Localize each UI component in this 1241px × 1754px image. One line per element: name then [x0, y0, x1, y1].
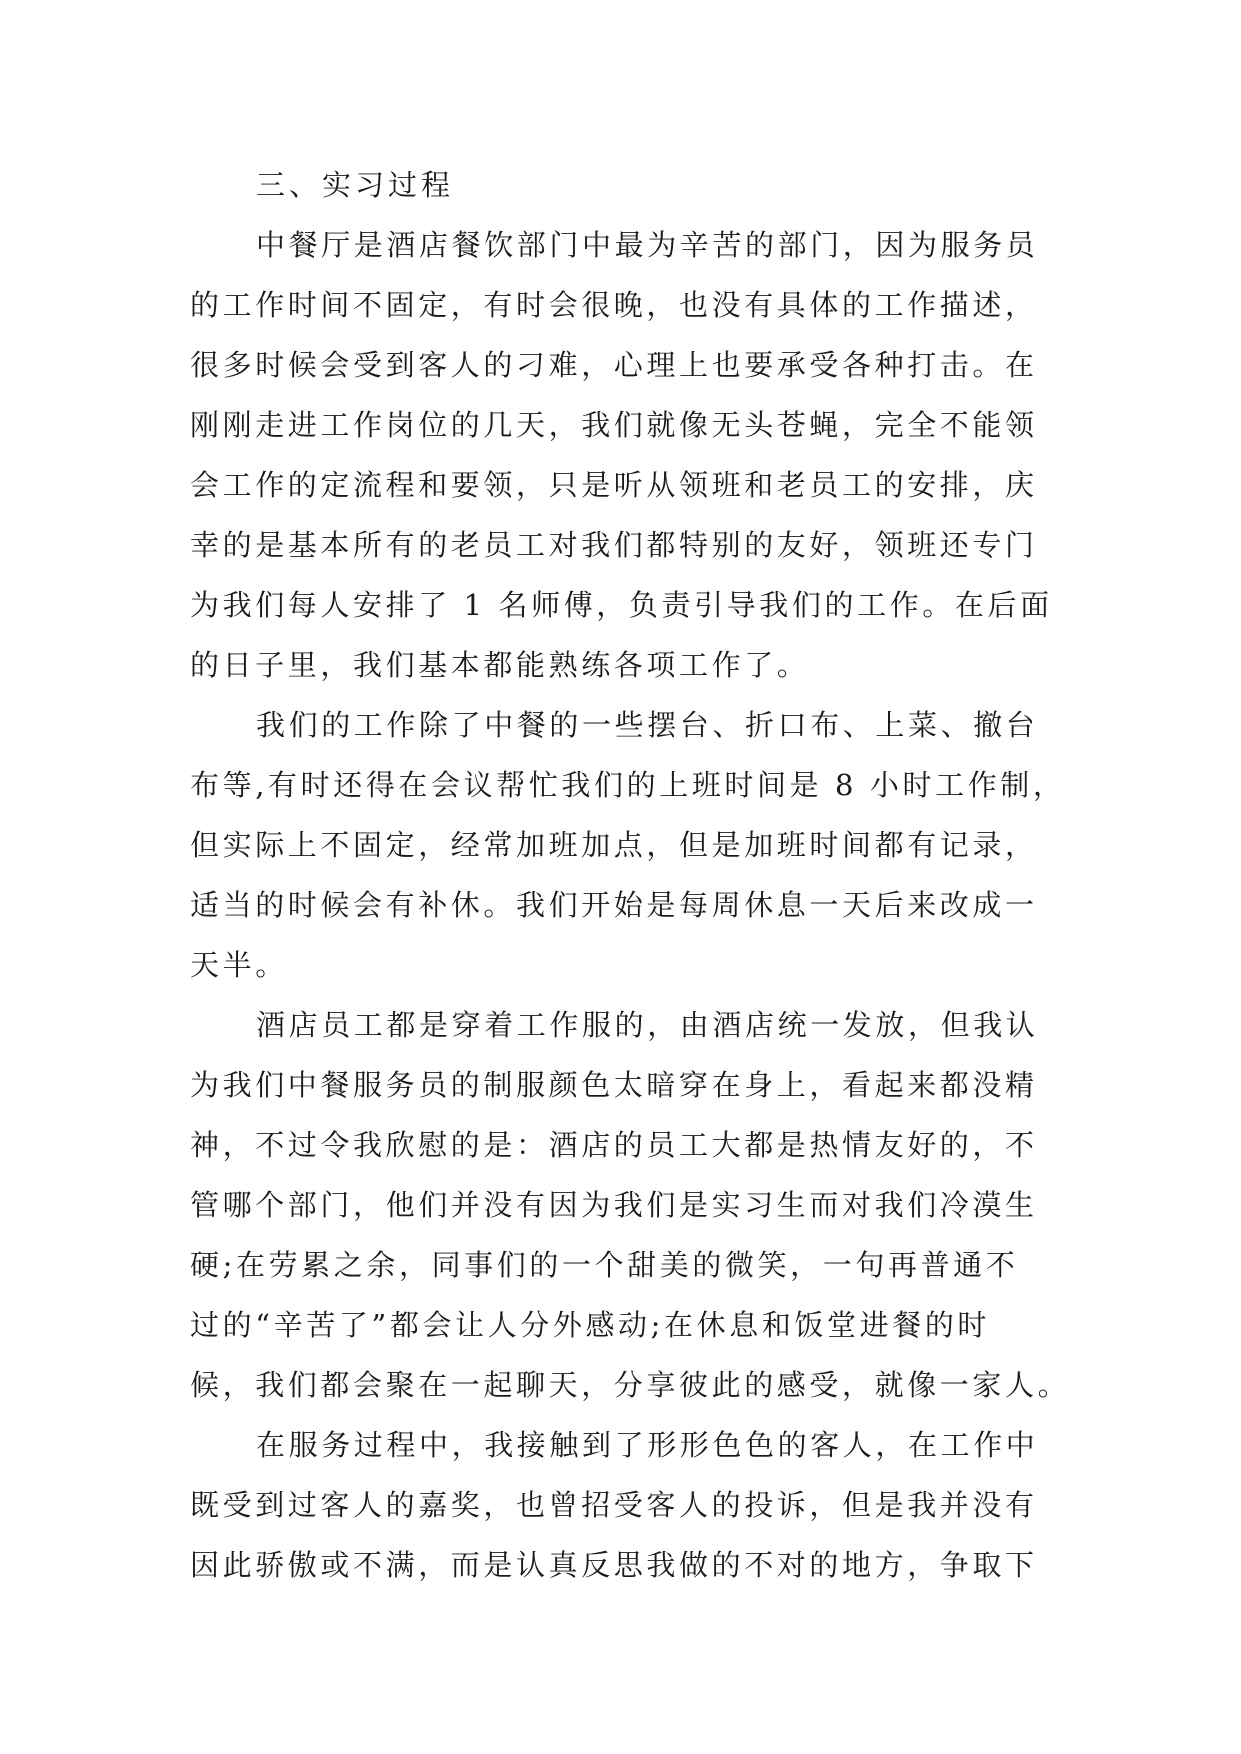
text-line: 但实际上不固定，经常加班加点，但是加班时间都有记录，: [190, 828, 1038, 862]
text-line: 为我们每人安排了 1 名师傅，负责引导我们的工作。在后面: [190, 588, 1053, 622]
text-line: 硬;在劳累之余，同事们的一个甜美的微笑，一句再普通不: [190, 1248, 1019, 1282]
text-line: 的工作时间不固定，有时会很晚，也没有具体的工作描述，: [190, 288, 1038, 322]
text-line: 因此骄傲或不满，而是认真反思我做的不对的地方，争取下: [190, 1548, 1038, 1582]
text-line: 酒店员工都是穿着工作服的，由酒店统一发放，但我认: [256, 1008, 1039, 1042]
text-line: 天半。: [190, 948, 288, 982]
text-line: 会工作的定流程和要领，只是听从领班和老员工的安排，庆: [190, 468, 1038, 502]
paragraph-4: [190, 1415, 1070, 1595]
text-line: 幸的是基本所有的老员工对我们都特别的友好，领班还专门: [190, 528, 1038, 562]
text-line: 过的“辛苦了”都会让人分外感动;在休息和饭堂进餐的时: [190, 1308, 991, 1342]
paragraph-3: [190, 995, 1070, 1415]
text-line: 中餐厅是酒店餐饮部门中最为辛苦的部门，因为服务员: [256, 228, 1039, 262]
text-line: 刚刚走进工作岗位的几天，我们就像无头苍蝇，完全不能领: [190, 408, 1038, 442]
document-body: [190, 155, 1070, 1595]
text-line: 布等,有时还得在会议帮忙我们的上班时间是 8 小时工作制，: [190, 768, 1066, 802]
text-line: 适当的时候会有补休。我们开始是每周休息一天后来改成一: [190, 888, 1038, 922]
text-line: 候，我们都会聚在一起聊天，分享彼此的感受，就像一家人。: [190, 1368, 1071, 1402]
paragraph-1: [190, 215, 1070, 695]
text-line: 为我们中餐服务员的制服颜色太暗穿在身上，看起来都没精: [190, 1068, 1038, 1102]
paragraph-2: [190, 695, 1070, 995]
section-heading: 三、实习过程: [256, 168, 455, 202]
text-line: 管哪个部门，他们并没有因为我们是实习生而对我们冷漠生: [190, 1188, 1038, 1222]
text-line: 既受到过客人的嘉奖，也曾招受客人的投诉，但是我并没有: [190, 1488, 1038, 1522]
text-line: 我们的工作除了中餐的一些摆台、折口布、上菜、撤台: [256, 708, 1039, 742]
text-line: 的日子里，我们基本都能熟练各项工作了。: [190, 648, 810, 682]
text-line: 在服务过程中，我接触到了形形色色的客人，在工作中: [256, 1428, 1039, 1462]
text-line: 很多时候会受到客人的刁难，心理上也要承受各种打击。在: [190, 348, 1038, 382]
text-line: 神，不过令我欣慰的是：酒店的员工大都是热情友好的，不: [190, 1128, 1038, 1162]
